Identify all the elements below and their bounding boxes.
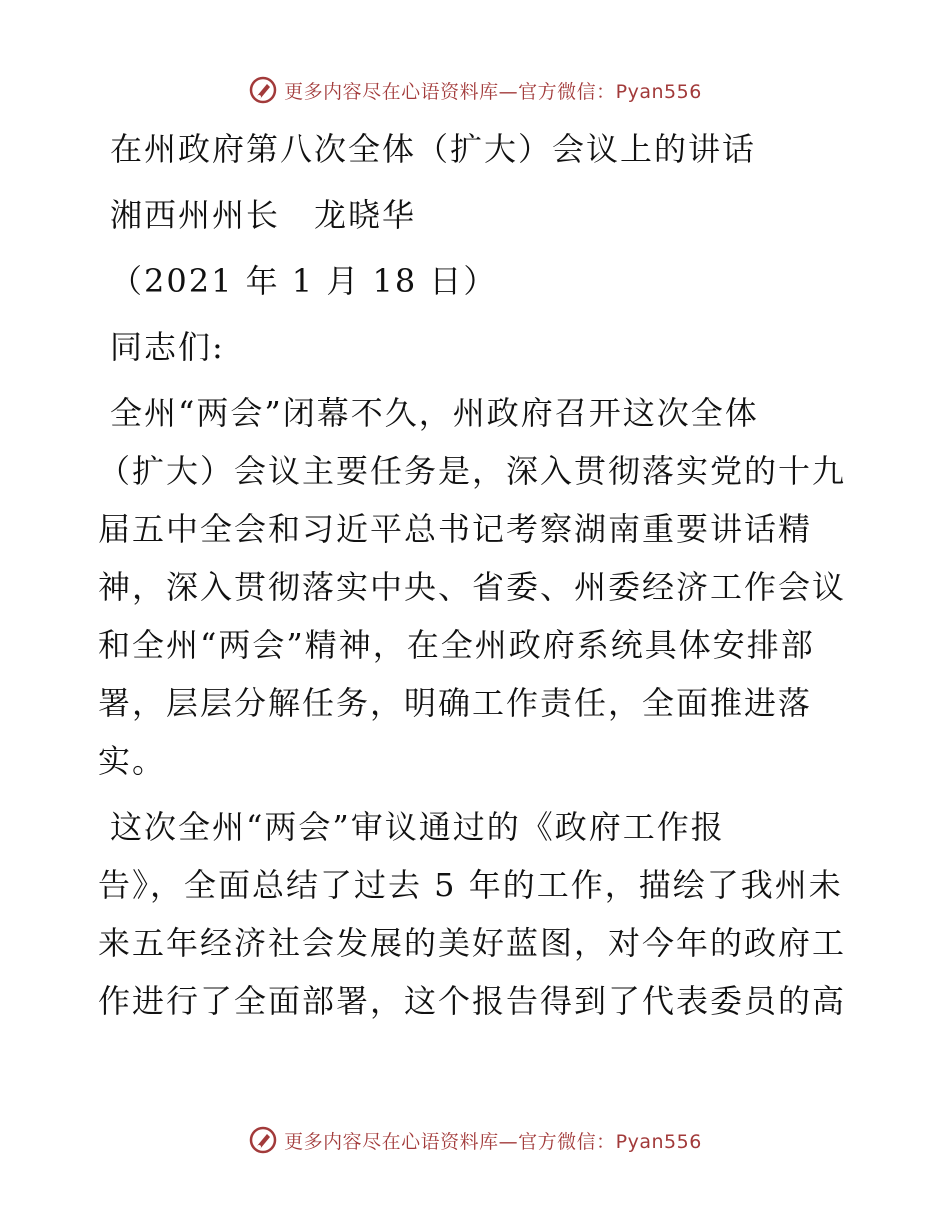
paragraph-line: 来五年经济社会发展的美好蓝图，对今年的政府工	[98, 924, 847, 962]
paragraph-2	[98, 798, 858, 1030]
paragraph-line: 告》，全面总结了过去 5 年的工作，描绘了我州未	[98, 866, 843, 904]
paragraph-line: 神，深入贯彻落实中央、省委、州委经济工作会议	[98, 568, 847, 606]
paragraph-line: 这次全州“两会”审议通过的《政府工作报	[110, 808, 725, 846]
document-body	[98, 120, 858, 1030]
document-date: （2021 年 1 月 18 日）	[110, 262, 498, 300]
banner-text: 更多内容尽在心语资料库—官方微信：Pyan556	[284, 80, 702, 103]
document-speaker: 湘西州州长 龙晓华	[110, 196, 417, 234]
paragraph-line: 届五中全会和习近平总书记考察湖南重要讲话精	[98, 510, 813, 548]
paragraph-1	[98, 384, 858, 790]
document-title: 在州政府第八次全体（扩大）会议上的讲话	[110, 130, 757, 168]
paragraph-line: （扩大）会议主要任务是，深入贯彻落实党的十九	[98, 452, 847, 490]
pen-logo-icon	[248, 1125, 278, 1155]
paragraph-line: 作进行了全面部署，这个报告得到了代表委员的高	[98, 982, 847, 1020]
paragraph-line: 和全州“两会”精神，在全州政府系统具体安排部	[98, 626, 815, 664]
footer-banner	[0, 1122, 950, 1158]
paragraph-line: 署，层层分解任务，明确工作责任，全面推进落	[98, 684, 813, 722]
wechat-id: Pyan556	[615, 1130, 702, 1153]
document-greeting: 同志们:	[110, 328, 225, 366]
pen-logo-icon	[248, 75, 278, 105]
banner-text: 更多内容尽在心语资料库—官方微信：Pyan556	[284, 1130, 702, 1153]
header-banner	[0, 72, 950, 108]
wechat-id: Pyan556	[615, 80, 702, 103]
paragraph-line: 实。	[98, 742, 167, 780]
paragraph-line: 全州“两会”闭幕不久，州政府召开这次全体	[110, 394, 759, 432]
